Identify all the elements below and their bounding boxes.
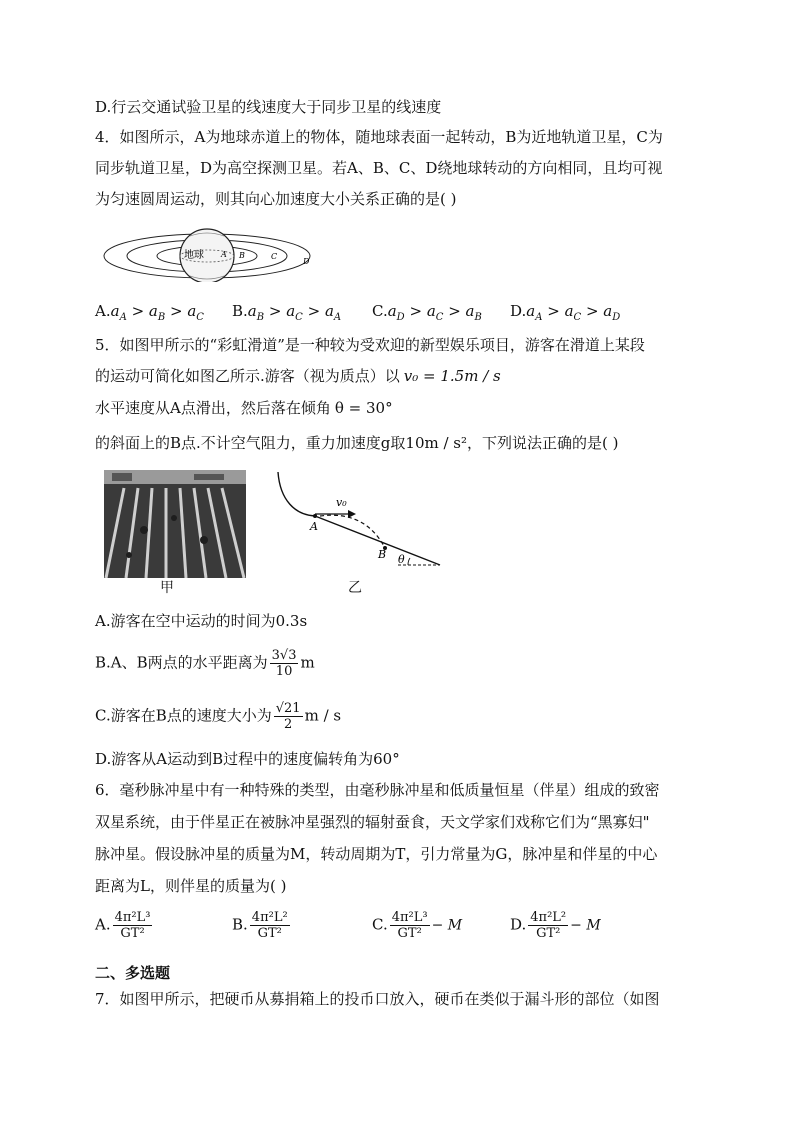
- q4-option-d: $D.a_A > a_C > a_D$: [510, 302, 621, 323]
- q5-option-b: B.A、B两点的水平距离为 $\frac{3√3}{10}$ m: [95, 648, 315, 679]
- q5-stem-line3: 水平速度从A点滑出，然后落在倾角 θ = 30°: [95, 399, 393, 417]
- q5-option-a: A.游客在空中运动的时间为0.3s: [95, 612, 308, 630]
- q5-option-d: D.游客从A运动到B过程中的速度偏转角为60°: [95, 750, 400, 768]
- q6-stem-line3: 脉冲星。假设脉冲星的质量为M，转动周期为T，引力常量为G，脉冲星和伴星的中心: [95, 845, 658, 863]
- label-d: D: [303, 257, 310, 266]
- q5-option-c: C.游客在B点的速度大小为 $\frac{√21}{2}$ m / s: [95, 701, 342, 732]
- q6-option-a: A. $\frac{\text{4π²L³}}{\text{GT²}}$: [95, 910, 151, 941]
- q4-option-a: $A.a_A > a_B > a_C$: [95, 302, 204, 323]
- q4-stem-line2: 同步轨道卫星，D为高空探测卫星。若A、B、C、D绕地球转动的方向相同，且均可视: [95, 159, 663, 177]
- q4-orbit-figure: [100, 226, 315, 282]
- diagram-caption: 乙: [348, 580, 362, 596]
- label-v0: v₀: [336, 496, 347, 509]
- q6-option-c: C. $\frac{\text{4π²L³}}{\text{GT²}}$ − M: [372, 910, 463, 941]
- q4-stem-line1: 4．如图所示，A为地球赤道上的物体，随地球表面一起转动，B为近地轨道卫星，C为: [95, 128, 663, 146]
- section-title-multiple-choice: 二、多选题: [95, 964, 171, 982]
- earth-label: 地球: [184, 250, 204, 261]
- label-a: A: [221, 250, 227, 259]
- q4-stem-line3: 为匀速圆周运动，则其向心加速度大小关系正确的是( ): [95, 190, 457, 208]
- q4-option-b: $B.a_B > a_C > a_A$: [232, 302, 342, 323]
- q6-stem-line2: 双星系统，由于伴星正在被脉冲星强烈的辐射蚕食，天文学家们戏称它们为“黑寡妇": [95, 813, 650, 831]
- photo-caption: 甲: [160, 580, 174, 596]
- q5-stem-line4: 的斜面上的B点.不计空气阻力，重力加速度g取10m / s²，下列说法正确的是( ): [95, 434, 619, 452]
- rainbow-slide-photo: [104, 470, 246, 578]
- label-theta: θ: [398, 553, 405, 566]
- label-b-point: B: [378, 548, 387, 561]
- q6-stem-line4: 距离为L，则伴星的质量为( ): [95, 877, 287, 895]
- q7-stem-line1: 7．如图甲所示，把硬币从募捐箱上的投币口放入，硬币在类似于漏斗形的部位（如图: [95, 990, 660, 1008]
- q5-stem-line1: 5．如图甲所示的“彩虹滑道”是一种较为受欢迎的新型娱乐项目，游客在滑道上某段: [95, 336, 645, 354]
- q6-option-b: B. $\frac{\text{4π²L²}}{\text{GT²}}$: [232, 910, 288, 941]
- projectile-diagram: [270, 470, 445, 570]
- q5-stem-line2: 的运动可简化如图乙所示.游客（视为质点）以 v₀ = 1.5m / s: [95, 367, 501, 385]
- q6-option-d: D. $\frac{\text{4π²L²}}{\text{GT²}}$ − M: [510, 910, 601, 941]
- label-b: B: [239, 251, 245, 260]
- label-a-point: A: [310, 520, 318, 533]
- label-c: C: [271, 252, 278, 261]
- q3-option-d: D.行云交通试验卫星的线速度大于同步卫星的线速度: [95, 98, 442, 116]
- q6-stem-line1: 6．毫秒脉冲星中有一种特殊的类型，由毫秒脉冲星和低质量恒星（伴星）组成的致密: [95, 781, 660, 799]
- q4-option-c: $C.a_D > a_C > a_B$: [372, 302, 482, 323]
